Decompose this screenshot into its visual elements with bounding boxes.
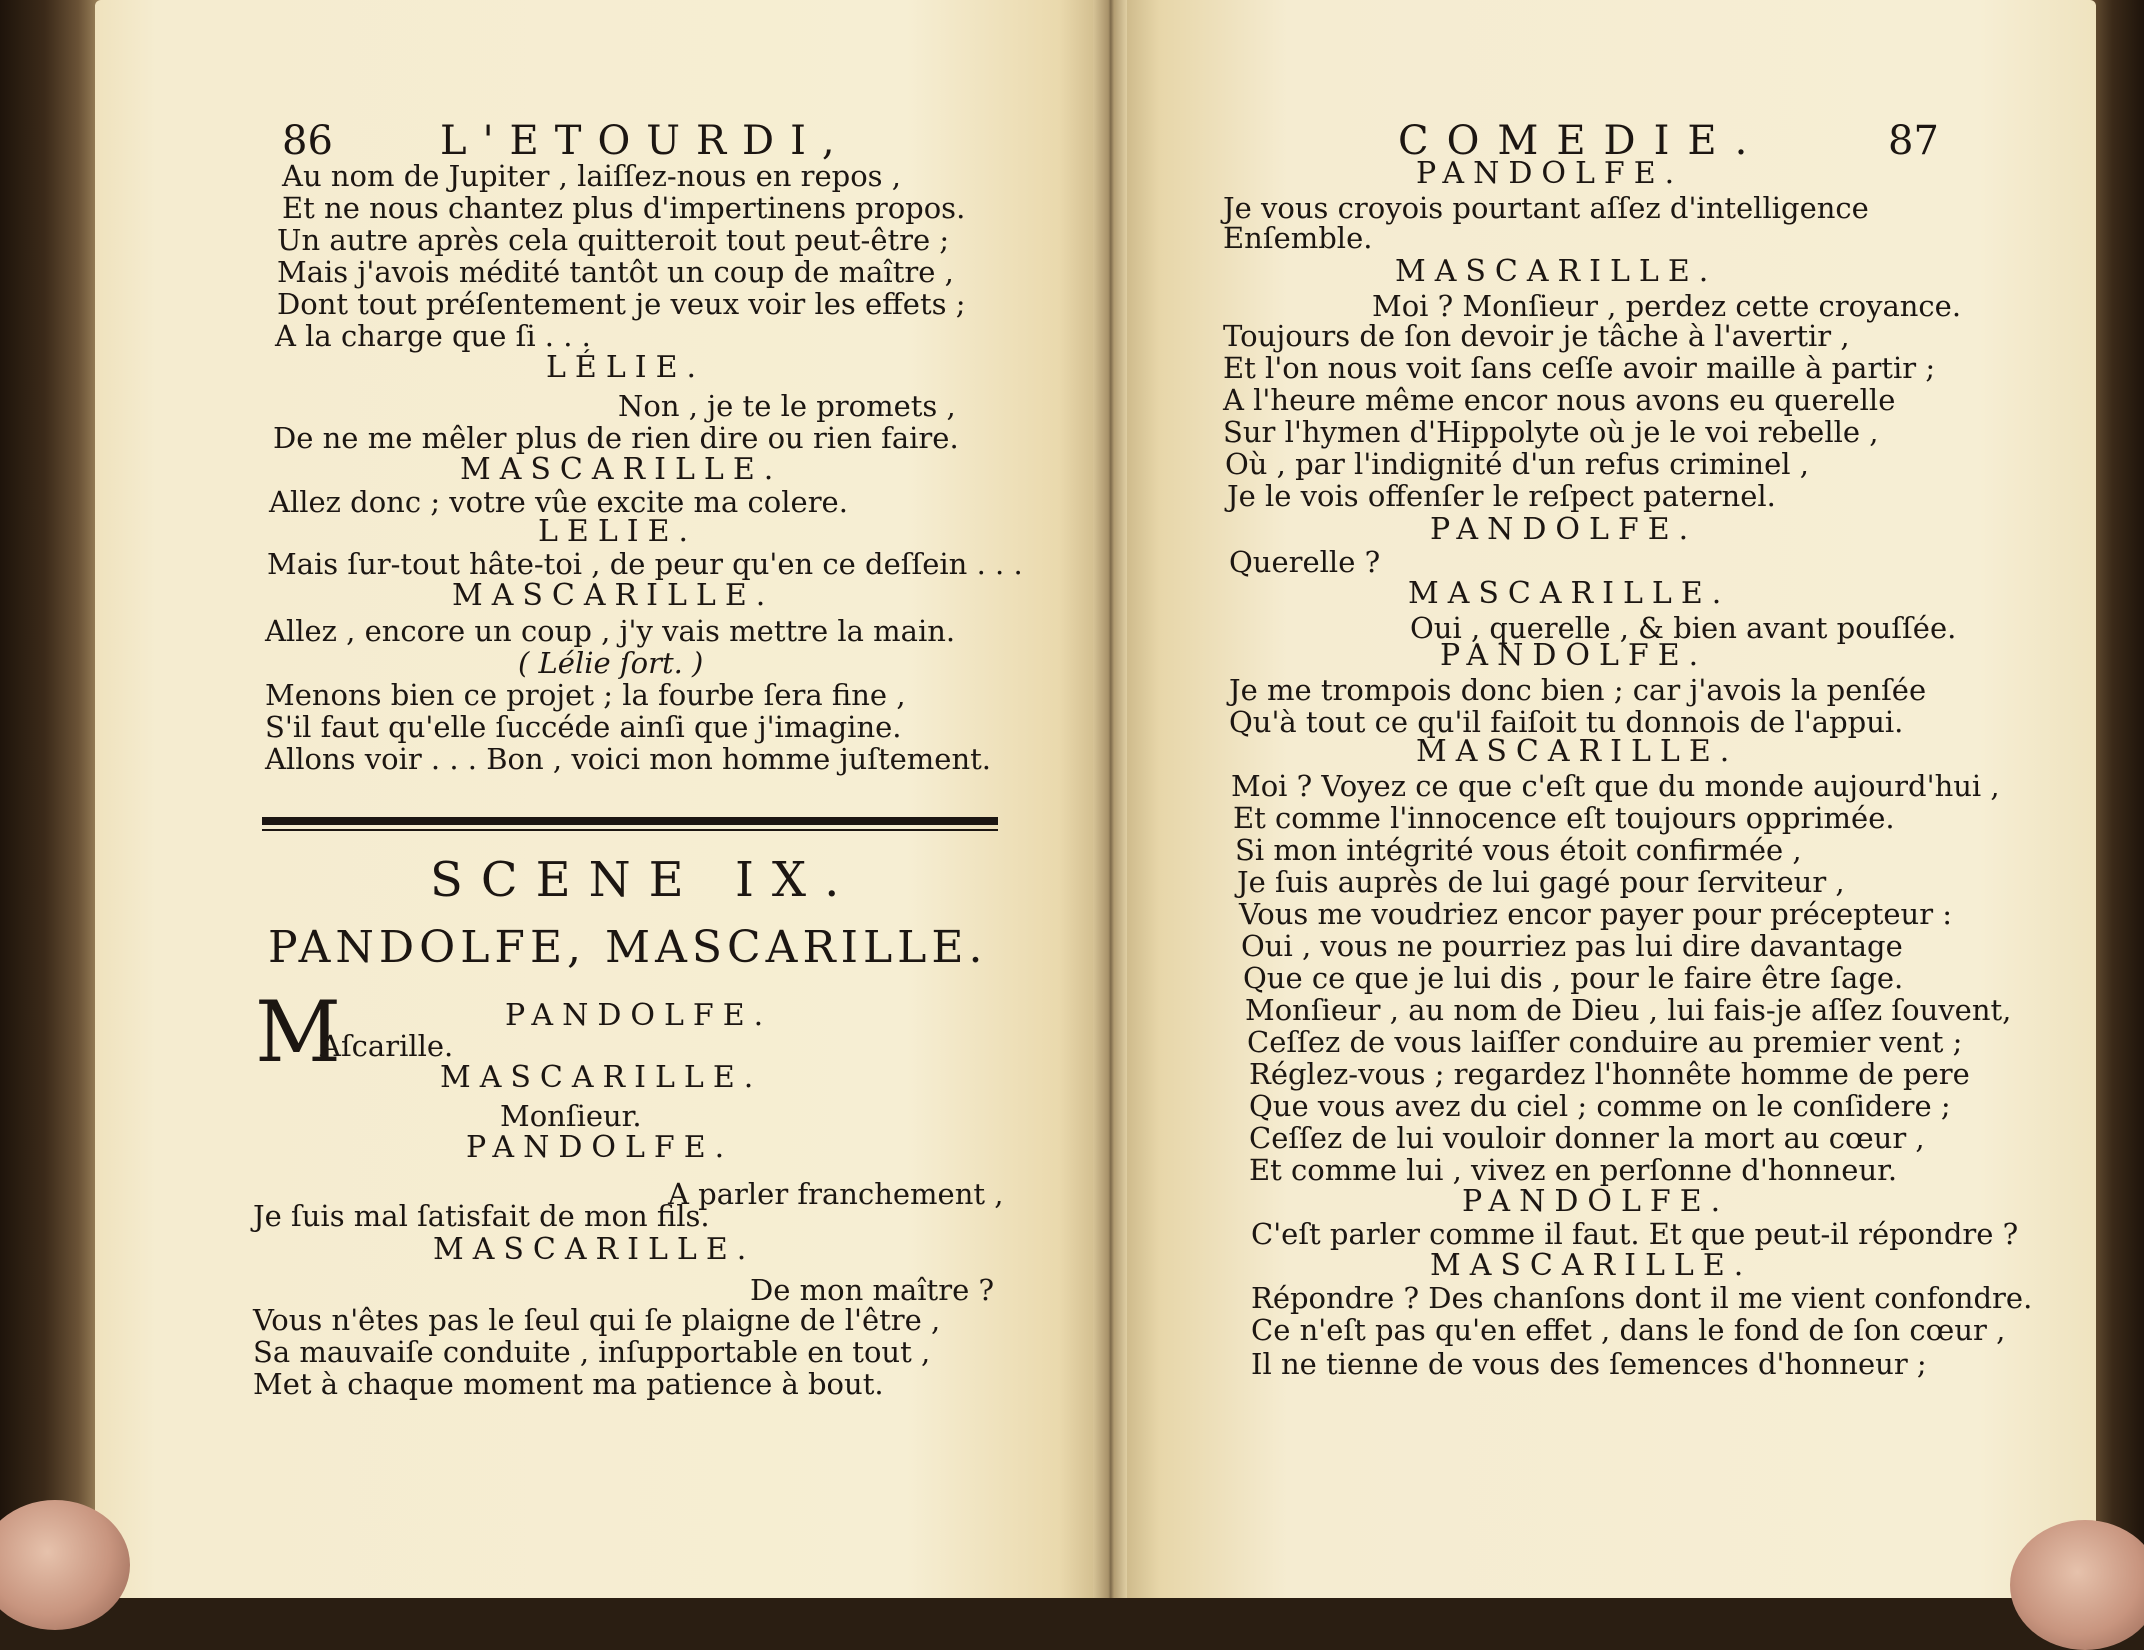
- verse-line: Sur l'hymen d'Hippolyte où je le voi rebelle ,: [1223, 415, 1879, 449]
- verse-line: A parler franchement ,: [668, 1177, 1004, 1211]
- verse-line: Que vous avez du ciel ; comme on le conſidere ;: [1249, 1089, 1951, 1123]
- verse-line: De mon maître ?: [750, 1273, 994, 1307]
- book-gutter: [1093, 0, 1127, 1598]
- verse-line: Je vous croyois pourtant aſſez d'intelligence: [1223, 191, 1869, 225]
- verse-line: Que ce que je lui dis , pour le faire être ſage.: [1243, 961, 1904, 995]
- drop-cap: M: [255, 983, 342, 1081]
- verse-line: Menons bien ce projet ; la fourbe ſera fine ,: [265, 678, 906, 712]
- verse-line: Qu'à tout ce qu'il faiſoit tu donnois de l'appui.: [1229, 705, 1904, 739]
- verse-line: Un autre après cela quitteroit tout peut-être ;: [277, 223, 950, 257]
- verse-line: Mais j'avois médité tantôt un coup de maître ,: [277, 255, 954, 289]
- verse-line: Met à chaque moment ma patience à bout.: [253, 1367, 884, 1401]
- speaker-name: LÉLIE.: [546, 350, 706, 385]
- verse-line: Allez donc ; votre vûe excite ma colere.: [269, 485, 848, 519]
- verse-line: Aſcarille.: [320, 1029, 454, 1063]
- verse-line: Et comme l'innocence eſt toujours opprimée.: [1233, 801, 1895, 835]
- verse-line: Ceſſez de lui vouloir donner la mort au cœur ,: [1249, 1121, 1925, 1155]
- speaker-name: MASCARILLE.: [460, 452, 783, 487]
- verse-line: Ce n'eſt pas qu'en effet , dans le fond de ſon cœur ,: [1251, 1313, 2006, 1347]
- verse-line: Oui , querelle , & bien avant pouſſée.: [1410, 611, 1957, 645]
- verse-line: Et ne nous chantez plus d'impertinens propos.: [282, 191, 966, 225]
- scene-title: SCENE IX.: [430, 852, 858, 908]
- verse-line: Réglez-vous ; regardez l'honnête homme de pere: [1249, 1057, 1970, 1091]
- speaker-name: MASCARILLE.: [433, 1232, 756, 1267]
- speaker-name: PANDOLFE.: [1430, 512, 1698, 547]
- verse-line: Si mon intégrité vous étoit confirmée ,: [1235, 833, 1802, 867]
- right-running-head: COMEDIE.: [1398, 118, 1766, 164]
- verse-line: Allez , encore un coup , j'y vais mettre la main.: [265, 614, 956, 648]
- speaker-name: PANDOLFE.: [1462, 1184, 1730, 1219]
- speaker-name: LELIE.: [538, 514, 698, 549]
- speaker-name: PANDOLFE.: [1416, 156, 1684, 191]
- left-page-number: 86: [282, 118, 333, 164]
- verse-line: S'il faut qu'elle ſuccéde ainſi que j'imagine.: [265, 710, 902, 744]
- speaker-name: MASCARILLE.: [1430, 1248, 1753, 1283]
- verse-line: Je le vois offenſer le reſpect paternel.: [1227, 479, 1776, 513]
- verse-line: Sa mauvaiſe conduite , inſupportable en tout ,: [253, 1335, 931, 1369]
- verse-line: Oui , vous ne pourriez pas lui dire davantage: [1241, 929, 1903, 963]
- speaker-name: PANDOLFE.: [466, 1130, 734, 1165]
- verse-line: Toujours de ſon devoir je tâche à l'avertir ,: [1223, 319, 1850, 353]
- verse-line: Moi ? Voyez ce que c'eſt que du monde aujourd'hui ,: [1231, 769, 2000, 803]
- speaker-name: PANDOLFE.: [505, 998, 773, 1033]
- verse-line: Querelle ?: [1229, 545, 1381, 579]
- speaker-name: MASCARILLE.: [1395, 254, 1718, 289]
- verse-line: Au nom de Jupiter , laiſſez-nous en repos ,: [282, 159, 901, 193]
- scene-divider-rule: [262, 817, 998, 825]
- verse-line: Ceſſez de vous laiſſer conduire au premier vent ;: [1247, 1025, 1963, 1059]
- speaker-name: MASCARILLE.: [440, 1060, 763, 1095]
- right-page-number: 87: [1888, 118, 1939, 164]
- verse-line: Je ſuis auprès de lui gagé pour ſerviteur ,: [1237, 865, 1845, 899]
- speaker-name: MASCARILLE.: [1416, 734, 1739, 769]
- verse-line: Moi ? Monſieur , perdez cette croyance.: [1372, 289, 1962, 323]
- verse-line: Dont tout préſentement je veux voir les effets ;: [277, 287, 966, 321]
- stage-direction: ( Lélie ſort. ): [518, 646, 704, 680]
- verse-line: Où , par l'indignité d'un refus criminel ,: [1225, 447, 1809, 481]
- verse-line: Mais ſur-tout hâte-toi , de peur qu'en ce deſſein . . .: [267, 547, 1023, 581]
- right-thumb: [2010, 1520, 2144, 1650]
- verse-line: Je me trompois donc bien ; car j'avois la penſée: [1229, 673, 1927, 707]
- verse-line: De ne me mêler plus de rien dire ou rien faire.: [273, 421, 959, 455]
- verse-line: Et comme lui , vivez en perſonne d'honneur.: [1249, 1153, 1898, 1187]
- verse-line: Monſieur , au nom de Dieu , lui fais-je aſſez ſouvent,: [1245, 993, 2012, 1027]
- verse-line: C'eſt parler comme il faut. Et que peut-il répondre ?: [1251, 1217, 2019, 1251]
- verse-line: A la charge que ſi . . .: [275, 319, 591, 353]
- verse-line: Vous n'êtes pas le ſeul qui ſe plaigne de l'être ,: [253, 1303, 941, 1337]
- verse-line: Vous me voudriez encor payer pour précepteur :: [1239, 897, 1953, 931]
- verse-line: Je ſuis mal ſatisfait de mon fils.: [253, 1199, 710, 1233]
- verse-line: Et l'on nous voit ſans ceſſe avoir maille à partir ;: [1223, 351, 1936, 385]
- left-running-head: L'ETOURDI,: [440, 118, 851, 164]
- verse-line: Répondre ? Des chanſons dont il me vient confondre.: [1251, 1281, 2033, 1315]
- verse-line: Il ne tienne de vous des ſemences d'honneur ;: [1251, 1347, 1927, 1381]
- verse-line: Monſieur.: [500, 1099, 642, 1133]
- verse-line: Non , je te le promets ,: [618, 389, 956, 423]
- scene-characters: PANDOLFE, MASCARILLE.: [268, 922, 988, 973]
- scene-divider-rule-thin: [262, 829, 998, 831]
- verse-line: Enſemble.: [1223, 221, 1373, 255]
- verse-line: Allons voir . . . Bon , voici mon homme juſtement.: [265, 742, 991, 776]
- speaker-name: MASCARILLE.: [452, 578, 775, 613]
- verse-line: A l'heure même encor nous avons eu querelle: [1223, 383, 1896, 417]
- speaker-name: MASCARILLE.: [1408, 576, 1731, 611]
- speaker-name: PANDOLFE.: [1440, 638, 1708, 673]
